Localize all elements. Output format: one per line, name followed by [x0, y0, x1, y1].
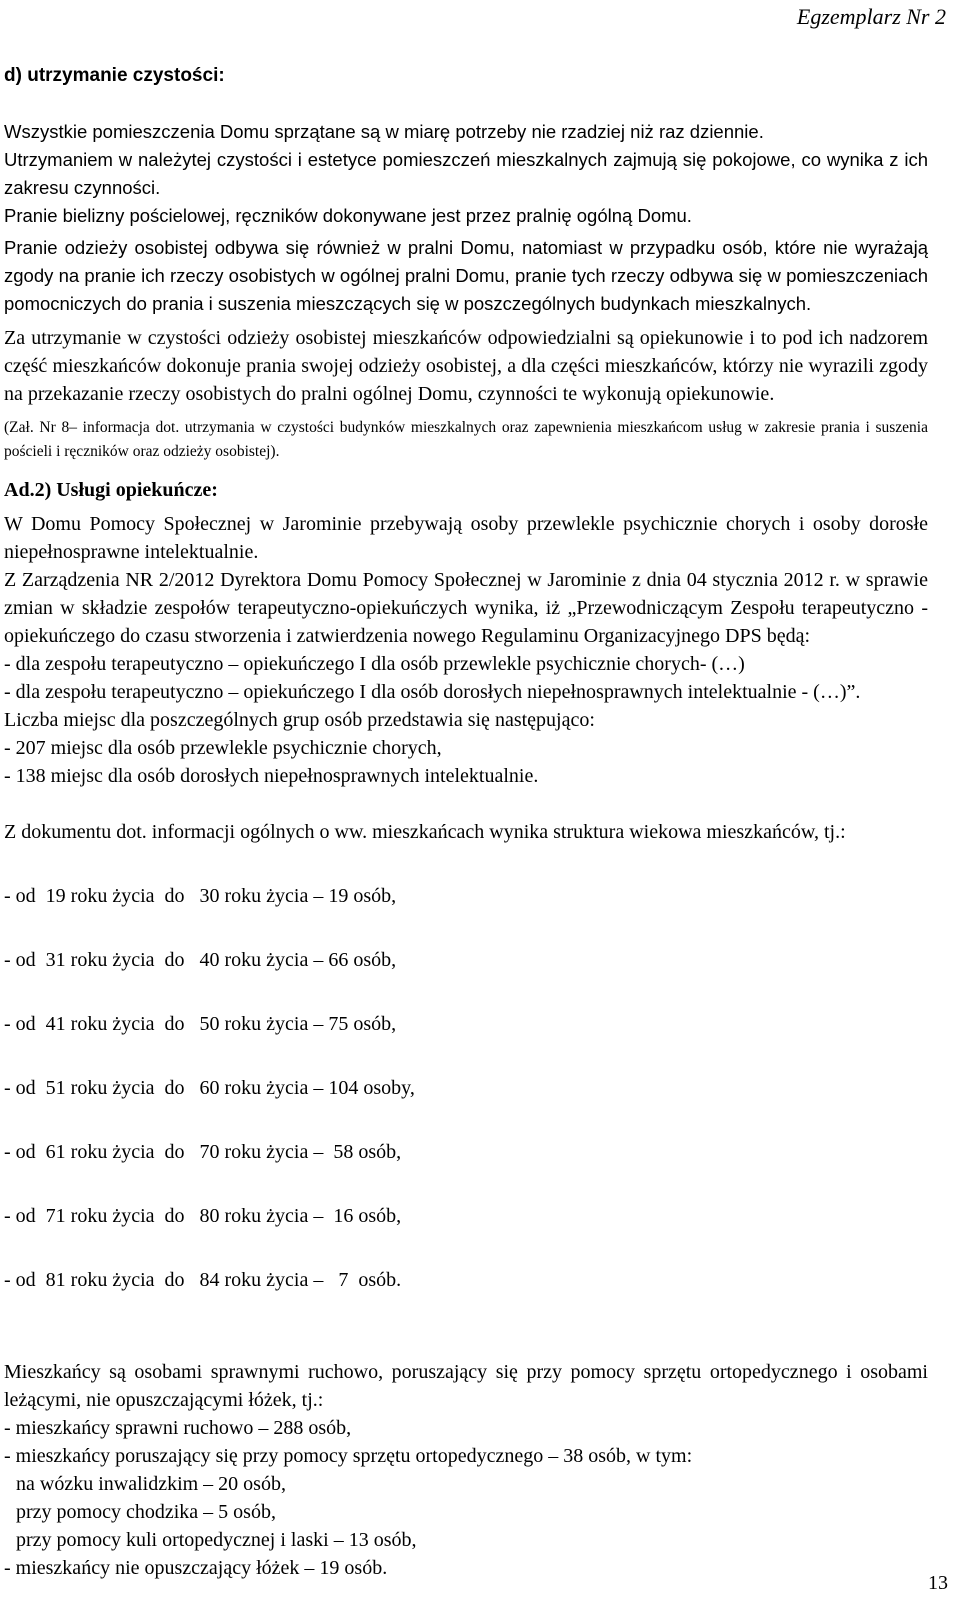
section-ad2-para1: W Domu Pomocy Społecznej w Jarominie przebywają osoby przewlekle psychicznie chorych i osoby dorosłe niepełnosprawne intelektualnie.: [4, 513, 928, 563]
list-item: - od 81 roku życia do 84 roku życia – 7 osób.: [4, 1269, 402, 1291]
page-number: 13: [928, 1572, 948, 1594]
team1-item: - dla zespołu terapeutyczno – opiekuńczego I dla osób przewlekle psychicznie chorych- (…): [4, 653, 745, 675]
age-structure-list: [4, 846, 928, 1330]
list-item: - od 51 roku życia do 60 roku życia – 104 osoby,: [4, 1077, 415, 1099]
copy-number-header: Egzemplarz Nr 2: [796, 4, 946, 29]
list-item: - od 19 roku życia do 30 roku życia – 19 osób,: [4, 885, 397, 907]
list-item: - od 41 roku życia do 50 roku życia – 75 osób,: [4, 1013, 397, 1035]
section-d-para1-line1: Wszystkie pomieszczenia Domu sprzątane są w miarę potrzeby nie rzadziej niż raz dziennie.: [4, 121, 764, 142]
places-item-1: - 207 miejsc dla osób przewlekle psychicznie chorych,: [4, 737, 442, 759]
section-d-para2: Pranie odzieży osobistej odbywa się również w pralni Domu, natomiast w przypadku osób, które nie wyrażają zgody na pranie ich rzeczy osobistych w ogólnej pralni Domu, pranie tych rzeczy odbywa się w pomieszczeniach pomocniczych do prania i suszenia mieszczących się w poszczególnych budynkach mieszkalnych.: [4, 237, 928, 314]
mobility-item-2: - mieszkańcy poruszający się przy pomocy sprzętu ortopedycznego – 38 osób, w tym:: [4, 1445, 693, 1467]
mobility-item-1: - mieszkańcy sprawni ruchowo – 288 osób,: [4, 1417, 352, 1439]
list-item: - od 61 roku życia do 70 roku życia – 58 osób,: [4, 1141, 402, 1163]
places-intro: Liczba miejsc dla poszczególnych grup osób przedstawia się następująco:: [4, 709, 595, 731]
mobility-subitem-wheelchair: na wózku inwalidzkim – 20 osób,: [16, 1473, 286, 1495]
list-item: - od 31 roku życia do 40 roku życia – 66 osób,: [4, 949, 397, 971]
section-d-title: d) utrzymanie czystości:: [4, 65, 225, 86]
section-ad2-para2: Z Zarządzenia NR 2/2012 Dyrektora Domu Pomocy Społecznej w Jarominie z dnia 04 stycznia 2012 r. w sprawie zmian w składzie zespołów terapeutyczno-opiekuńczych wynika, iż „Przewodniczącym Zespołu terapeutyczno - opiekuńczego do czasu stworzenia i zatwierdzenia nowego Regulaminu Organizacyjnego DPS będą:: [4, 569, 928, 647]
places-item-2: - 138 miejsc dla osób dorosłych niepełnosprawnych intelektualnie.: [4, 765, 539, 787]
mobility-intro: Mieszkańcy są osobami sprawnymi ruchowo, poruszający się przy pomocy sprzętu ortopedycznego i osobami leżącymi, nie opuszczającymi łóżek, tj.:: [4, 1361, 928, 1411]
section-d-para1-line2: Utrzymaniem w należytej czystości i estetyce pomieszczeń mieszkalnych zajmują się pokojowe, co wynika z ich zakresu czynności.: [4, 149, 928, 198]
section-d-para3: Za utrzymanie w czystości odzieży osobistej mieszkańców odpowiedzialni są opiekunowie i to pod ich nadzorem część mieszkańców dokonuje prania swojej odzieży osobistej, a dla części mieszkańców, którzy nie wyrazili zgody na przekazanie rzeczy osobistych do pralni ogólnej Domu, czynności te wykonują opiekunowie.: [4, 327, 928, 405]
team2-item: - dla zespołu terapeutyczno – opiekuńczego I dla osób dorosłych niepełnosprawnych intelektualnie - (…)”.: [4, 681, 861, 703]
age-structure-intro: Z dokumentu dot. informacji ogólnych o ww. mieszkańcach wynika struktura wiekowa mieszkańców, tj.:: [4, 821, 846, 843]
section-ad2-title: Ad.2) Usługi opiekuńcze:: [4, 479, 218, 501]
document-body: [4, 62, 928, 1582]
mobility-item-3: - mieszkańcy nie opuszczający łóżek – 19 osób.: [4, 1557, 388, 1579]
mobility-subitem-walker: przy pomocy chodzika – 5 osób,: [16, 1501, 276, 1523]
mobility-subitem-crutch: przy pomocy kuli ortopedycznej i laski – 13 osób,: [16, 1529, 417, 1551]
section-d-note: (Zał. Nr 8– informacja dot. utrzymania w czystości budynków mieszkalnych oraz zapewnienia mieszkańcom usług w zakresie prania i suszenia pościeli i ręczników oraz odzieży osobistej).: [4, 419, 928, 460]
section-d-para1-line3: Pranie bielizny pościelowej, ręczników dokonywane jest przez pralnię ogólną Domu.: [4, 205, 692, 226]
list-item: - od 71 roku życia do 80 roku życia – 16 osób,: [4, 1205, 402, 1227]
